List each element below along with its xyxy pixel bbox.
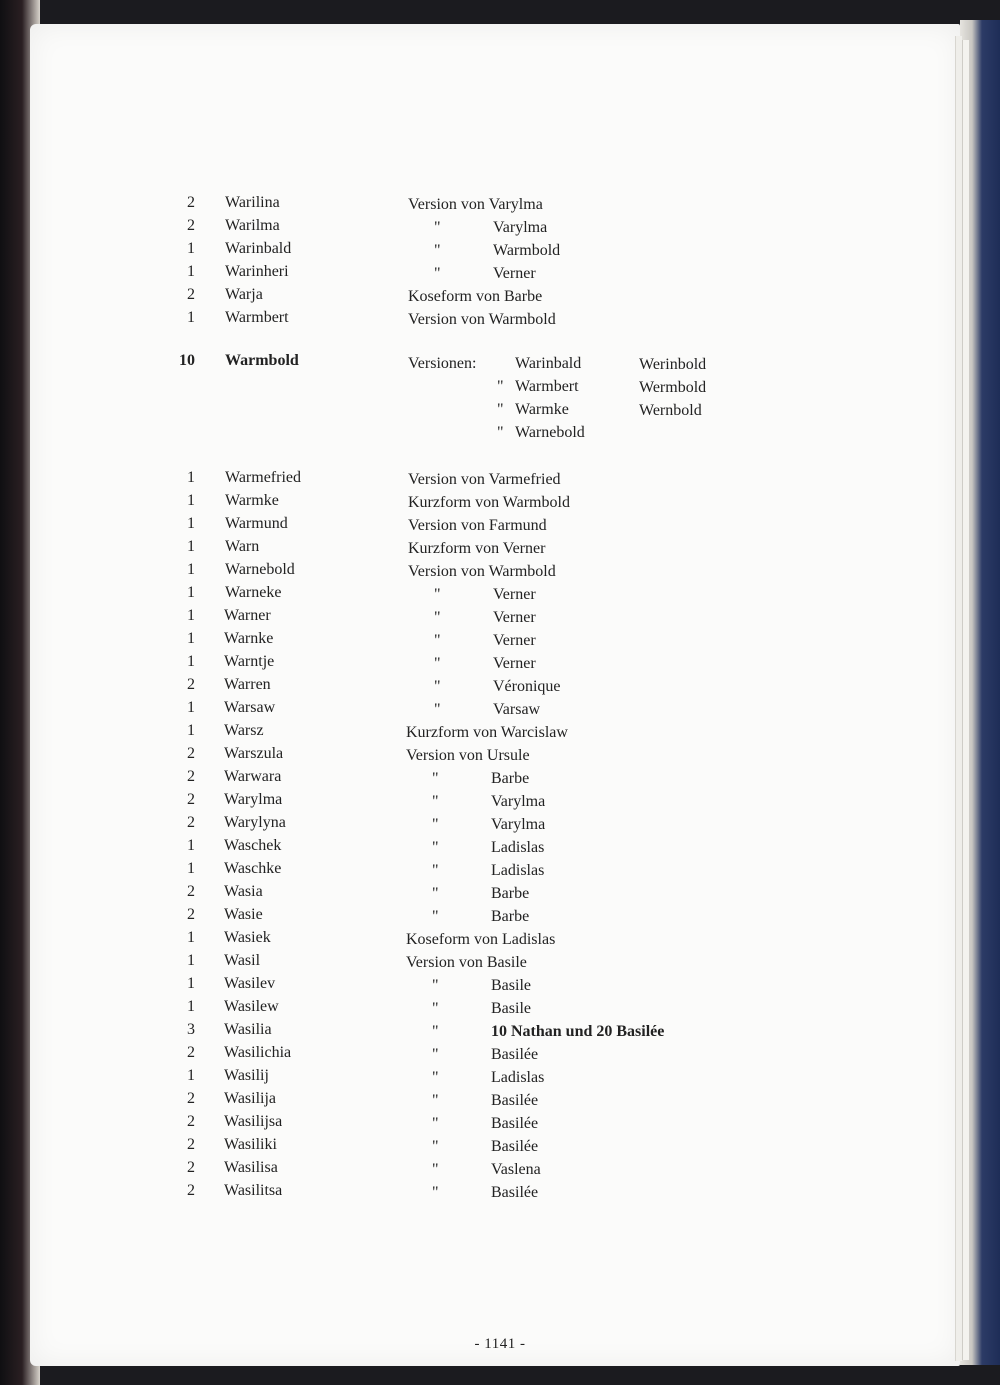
entry-note: Version von Farmund [408,517,547,534]
version-item: Wermbold [639,379,707,396]
ditto-mark: " [432,977,439,994]
entry-reference: Warmbold [493,242,561,259]
entry-name: Wasilichia [224,1044,292,1061]
version-item: Warmke [515,401,569,418]
ditto-mark: " [434,632,441,649]
entry-name: Waschek [224,837,282,854]
entry-reference: 10 Nathan und 20 Basilée [491,1023,665,1040]
list-item [0,238,1000,260]
entry-name: Wasiliki [224,1136,277,1153]
versions-label: Versionen: [408,355,477,372]
list-item [0,1134,1000,1156]
entry-count: 1 [187,515,195,532]
list-item [0,835,1000,857]
entry-count: 1 [187,630,195,647]
list-item [0,973,1000,995]
version-item: Warmbert [515,378,579,395]
list-item [0,950,1000,972]
ditto-mark: " [434,609,441,626]
entry-name: Wasilev [224,975,276,992]
ditto-mark: " [432,885,439,902]
list-item [0,215,1000,237]
ditto-mark: " [497,401,504,418]
entry-count: 2 [187,1182,195,1199]
ditto-mark: " [432,862,439,879]
entry-name: Wasie [224,906,263,923]
entry-count: 1 [187,1067,195,1084]
list-item [0,697,1000,719]
entry-count: 2 [187,791,195,808]
entry-reference: Basilée [491,1092,539,1109]
entry-name: Wasilitsa [224,1182,283,1199]
list-item [0,743,1000,765]
entry-name: Warszula [224,745,284,762]
featured-entry [0,350,1000,372]
entry-name: Warnebold [225,561,295,578]
entry-name: Warneke [225,584,282,601]
entry-count: 1 [187,653,195,670]
version-item: Warnebold [515,424,585,441]
entry-name: Warwara [224,768,282,785]
entry-name: Warmund [225,515,288,532]
list-item [0,1088,1000,1110]
entry-count: 1 [187,561,195,578]
entry-reference: Varylma [491,816,546,833]
entry-count: 2 [187,1044,195,1061]
list-item [0,720,1000,742]
list-item [0,605,1000,627]
entry-name: Warinheri [225,263,289,280]
entry-count: 2 [187,1090,195,1107]
entry-count: 2 [187,1113,195,1130]
ditto-mark: " [432,816,439,833]
entry-name: Wasiek [224,929,271,946]
ditto-mark: " [432,839,439,856]
ditto-mark: " [432,1023,439,1040]
ditto-mark: " [434,701,441,718]
list-item [0,1111,1000,1133]
entry-name: Warmke [225,492,279,509]
version-item: Werinbold [639,356,707,373]
entry-reference: Vaslena [491,1161,541,1178]
entry-count: 1 [187,607,195,624]
list-item [0,284,1000,306]
entry-name: Wasilia [224,1021,272,1038]
ditto-mark: " [497,378,504,395]
ditto-mark: " [434,655,441,672]
ditto-mark: " [434,678,441,695]
ditto-mark: " [497,424,504,441]
entry-count: 1 [187,952,195,969]
entry-reference: Basilée [491,1115,539,1132]
entry-name: Wasil [224,952,261,969]
entry-reference: Verner [493,655,536,672]
entry-name: Warilma [225,217,280,234]
entry-reference: Basile [491,977,531,994]
list-item [0,467,1000,489]
entry-reference: Verner [493,265,536,282]
list-item [0,559,1000,581]
ditto-mark: " [432,1092,439,1109]
entry-reference: Varylma [493,219,548,236]
entry-count: 2 [187,1159,195,1176]
list-item [0,1042,1000,1064]
entry-count: 1 [187,929,195,946]
list-item [0,490,1000,512]
entry-reference: Basile [491,1000,531,1017]
entry-name: Wasia [224,883,263,900]
list-item [0,307,1000,329]
ditto-mark: " [432,793,439,810]
page-number: - 1141 - [474,1336,526,1352]
entry-reference: Ladislas [491,1069,545,1086]
entry-reference: Véronique [493,678,561,695]
list-item [0,1065,1000,1087]
entry-count: 2 [187,194,195,211]
entry-name: Warsz [224,722,264,739]
ditto-mark: " [434,242,441,259]
entry-reference: Ladislas [491,862,545,879]
entry-count: 1 [187,538,195,555]
entry-count: 2 [187,676,195,693]
entry-count: 2 [187,1136,195,1153]
entry-note: Version von Warmbold [408,563,556,580]
entry-count: 2 [187,814,195,831]
entry-count: 1 [187,309,195,326]
entry-name: Wasilij [224,1067,269,1084]
list-item [0,582,1000,604]
entry-count: 2 [187,883,195,900]
list-item [0,192,1000,214]
entry-name: Warsaw [224,699,276,716]
entry-reference: Basilée [491,1046,539,1063]
entry-count: 1 [187,699,195,716]
ditto-mark: " [432,1069,439,1086]
entry-reference: Barbe [491,908,530,925]
entry-reference: Verner [493,586,536,603]
entry-note: Koseform von Barbe [408,288,543,305]
entry-name: Wasilijsa [224,1113,283,1130]
ditto-mark: " [434,265,441,282]
entry-name: Warinbald [225,240,292,257]
ditto-mark: " [432,1161,439,1178]
list-item [0,812,1000,834]
entry-count: 2 [187,217,195,234]
entry-name: Wasilija [224,1090,277,1107]
list-item [0,789,1000,811]
entry-name: Wasilew [224,998,279,1015]
entry-count: 1 [187,492,195,509]
entry-count: 1 [187,584,195,601]
entry-name: Warren [224,676,271,693]
entry-reference: Verner [493,632,536,649]
entry-name: Warntje [224,653,275,670]
entry-name: Warilina [225,194,280,211]
entry-name: Warmbold [225,352,299,369]
entry-count: 3 [187,1021,195,1038]
entry-count: 1 [187,860,195,877]
entry-count: 2 [187,906,195,923]
entry-name: Warnke [224,630,274,647]
entry-name: Warner [224,607,271,624]
ditto-mark: " [432,1000,439,1017]
ditto-mark: " [432,1138,439,1155]
list-item [0,536,1000,558]
list-item [0,628,1000,650]
entry-reference: Barbe [491,770,530,787]
list-item [0,1157,1000,1179]
list-item [0,513,1000,535]
entry-count: 1 [187,469,195,486]
entry-name: Warylma [224,791,283,808]
entry-count: 1 [187,240,195,257]
entry-reference: Basilée [491,1138,539,1155]
list-item [0,1180,1000,1202]
entry-name: Warmbert [225,309,289,326]
entry-count: 10 [179,352,195,369]
ditto-mark: " [432,1115,439,1132]
entry-note: Kurzform von Warmbold [408,494,570,511]
list-item [0,927,1000,949]
entry-name: Warmefried [225,469,301,486]
entry-note: Kurzform von Verner [408,540,546,557]
entry-reference: Basilée [491,1184,539,1201]
list-item [0,904,1000,926]
entry-reference: Verner [493,609,536,626]
entry-name: Warn [225,538,260,555]
entry-name: Waschke [224,860,282,877]
entry-note: Version von Varylma [408,196,543,213]
entry-note: Kurzform von Warcislaw [406,724,568,741]
ditto-mark: " [432,770,439,787]
ditto-mark: " [434,586,441,603]
entry-count: 2 [187,768,195,785]
entry-note: Version von Ursule [406,747,530,764]
entry-reference: Barbe [491,885,530,902]
list-item [0,261,1000,283]
ditto-mark: " [432,908,439,925]
list-item [0,881,1000,903]
list-item [0,766,1000,788]
entry-count: 1 [187,263,195,280]
entry-note: Version von Warmbold [408,311,556,328]
entry-reference: Varylma [491,793,546,810]
entry-count: 1 [187,975,195,992]
entry-count: 1 [187,722,195,739]
list-item [0,1019,1000,1041]
ditto-mark: " [434,219,441,236]
list-item [0,674,1000,696]
entry-name: Warylyna [224,814,286,831]
list-item [0,996,1000,1018]
entry-count: 2 [187,745,195,762]
ditto-mark: " [432,1046,439,1063]
entry-name: Warja [225,286,263,303]
list-item [0,858,1000,880]
version-item: Warinbald [515,355,582,372]
entry-note: Version von Basile [406,954,527,971]
entry-reference: Ladislas [491,839,545,856]
entry-reference: Varsaw [493,701,541,718]
entry-note: Version von Varmefried [408,471,561,488]
version-item: Wernbold [639,402,702,419]
list-item [0,651,1000,673]
entry-count: 2 [187,286,195,303]
entry-name: Wasilisa [224,1159,278,1176]
ditto-mark: " [432,1184,439,1201]
entry-note: Koseform von Ladislas [406,931,556,948]
entry-count: 1 [187,837,195,854]
entry-count: 1 [187,998,195,1015]
